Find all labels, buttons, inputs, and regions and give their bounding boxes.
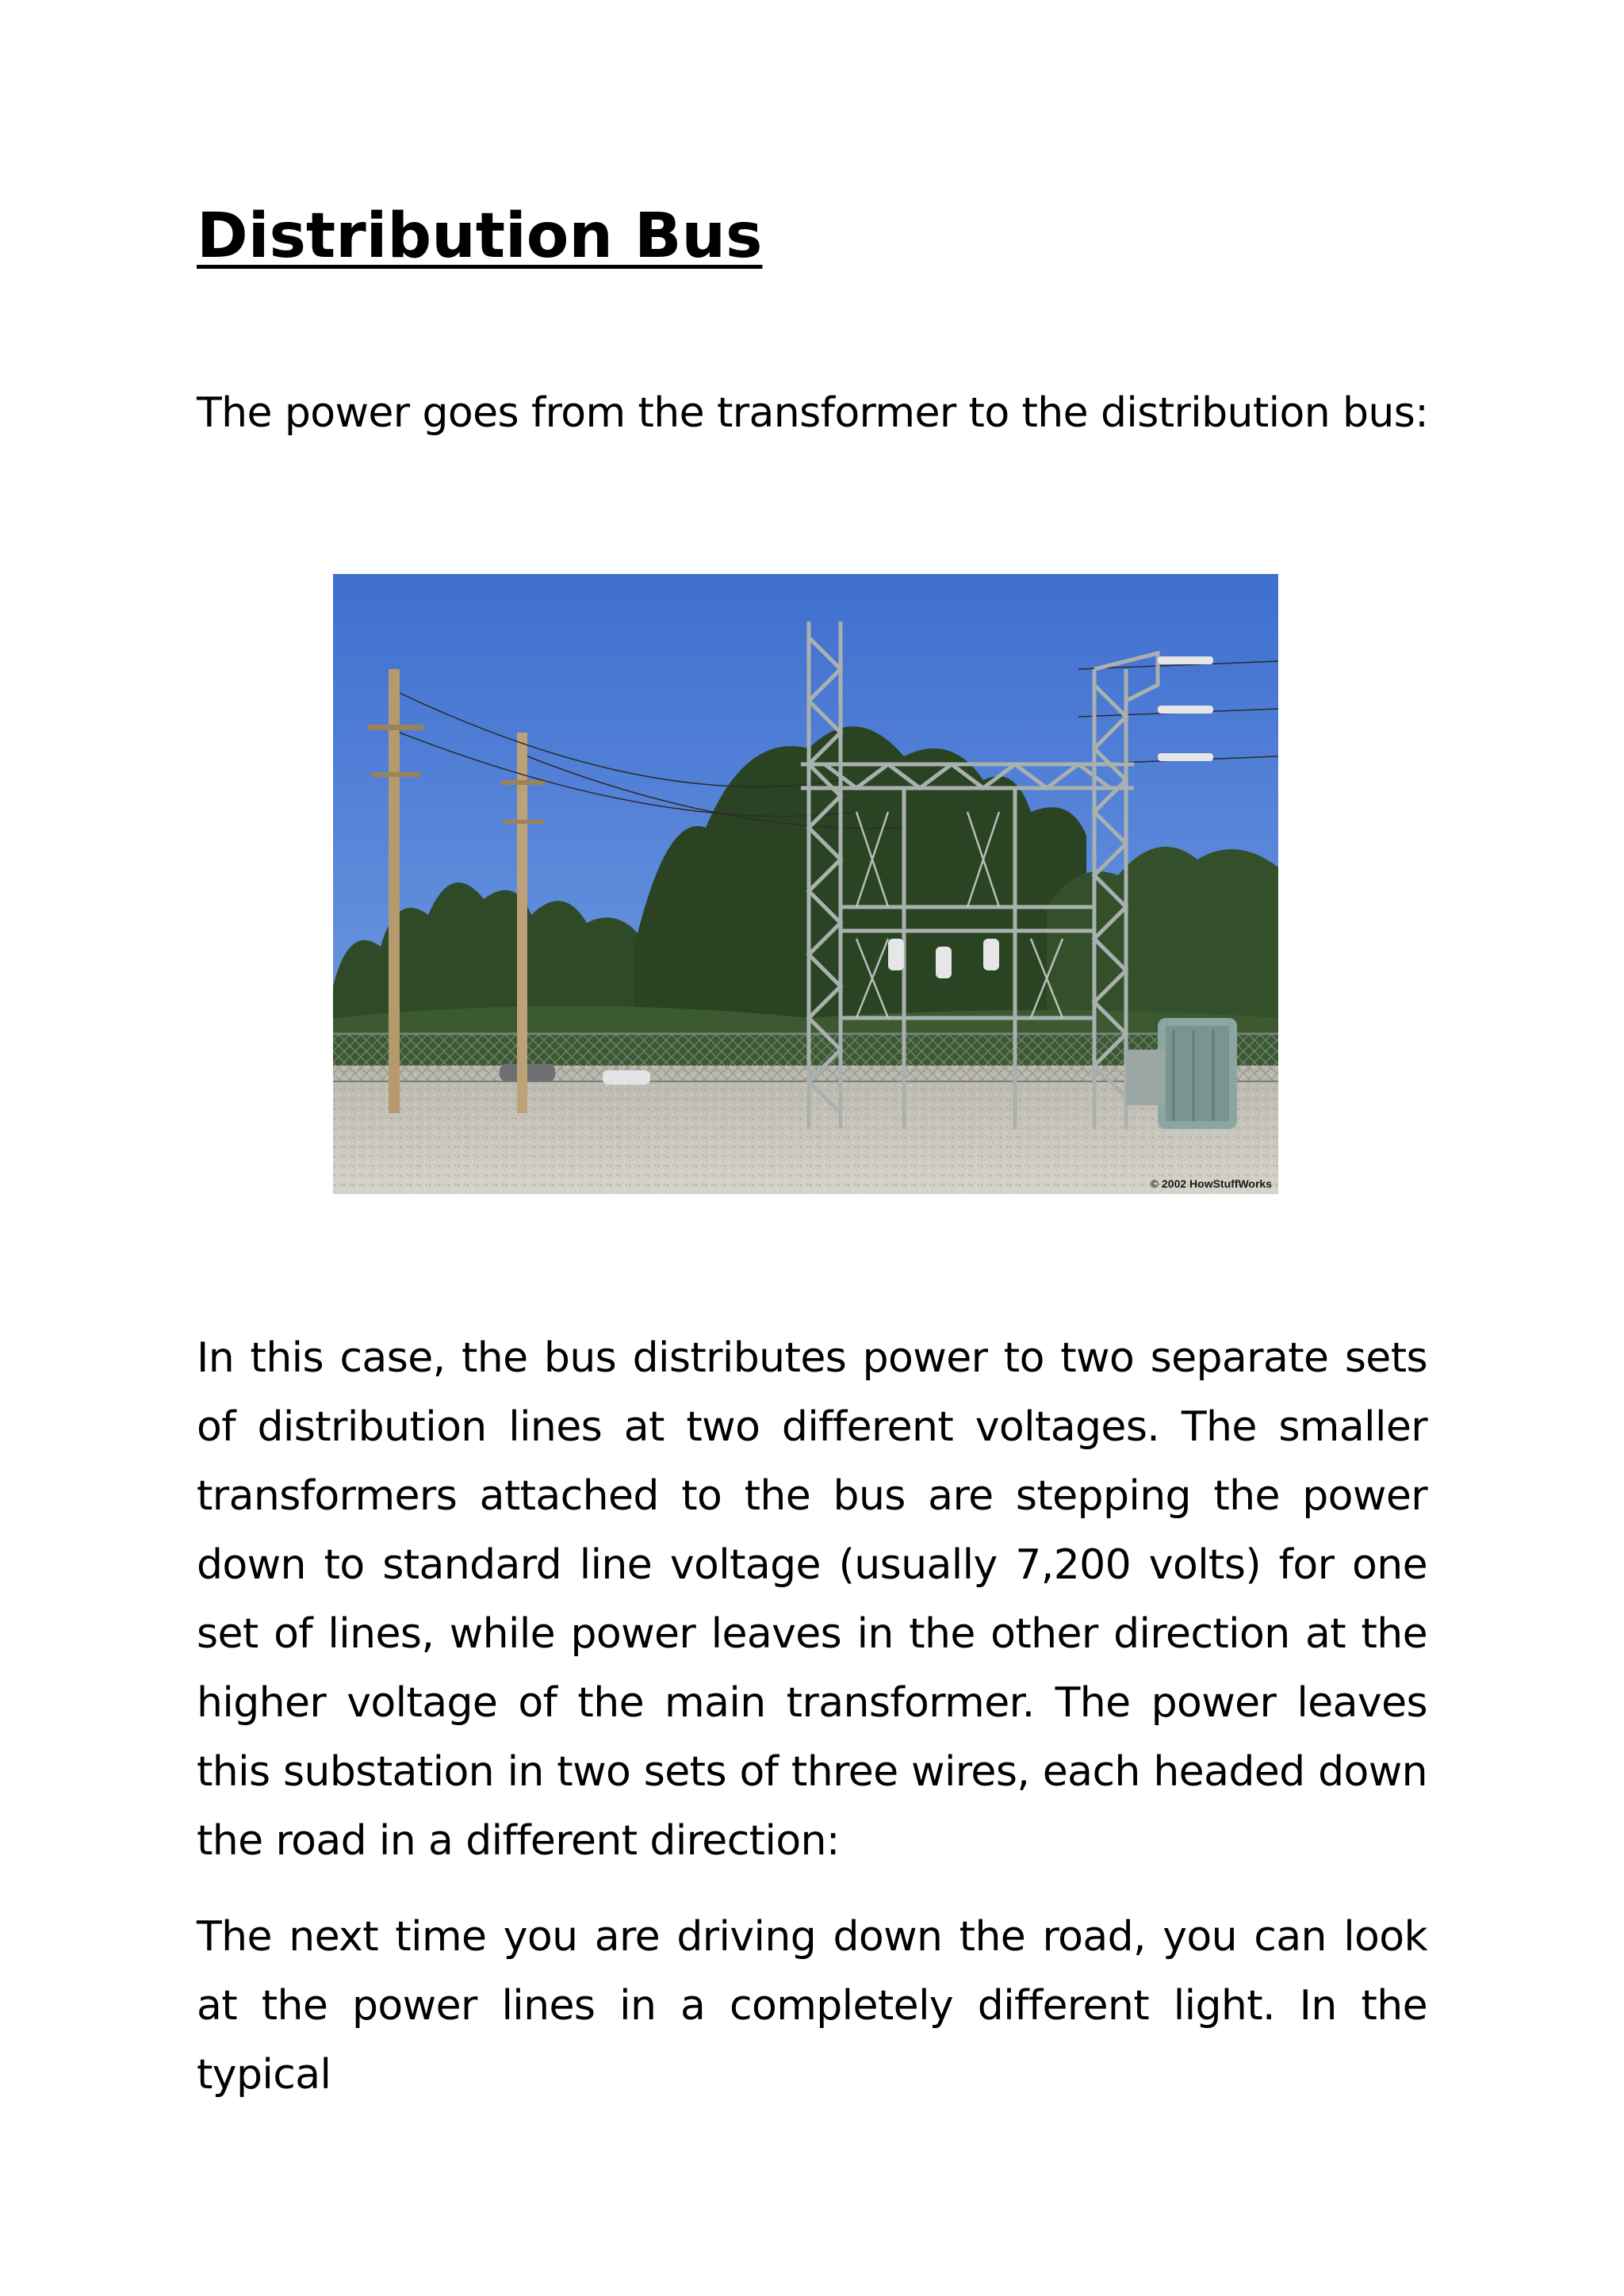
page-title: Distribution Bus: [197, 201, 763, 272]
intro-paragraph: The power goes from the transformer to the distribution bus:: [197, 389, 1429, 437]
body-paragraph: In this case, the bus distributes power to two separate sets of distribution lines at two different voltages. The smaller transformers attached to the bus are stepping the power down to standard line voltage (usually 7,200 volts) for one set of lines, while power leaves in the other direction at the higher voltage of the main transformer. The power leaves this substation in two sets of three wires, each headed down the road in a different direction:: [197, 1334, 1427, 1865]
photo-credit: © 2002 HowStuffWorks: [1150, 1177, 1272, 1190]
substation-photo: [333, 574, 1278, 1194]
body-paragraph: The next time you are driving down the road, you can look at the power lines in a completely different light. In the typical: [197, 1913, 1427, 2099]
